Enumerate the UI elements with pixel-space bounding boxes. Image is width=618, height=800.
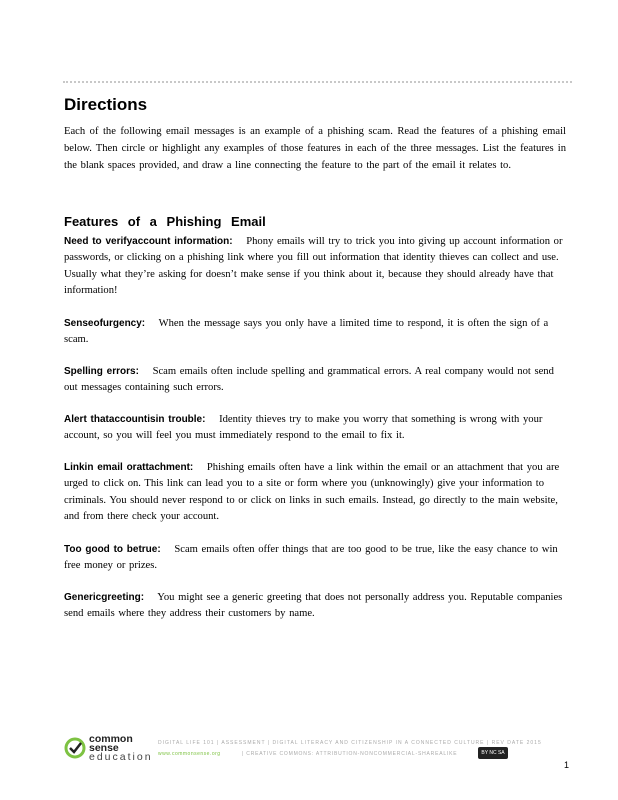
feature-label: Need to verifyaccount information: [64,236,233,247]
feature-label: Too good to betrue: [64,544,161,555]
feature-item-too-good [64,542,566,575]
feature-item-link [64,460,566,525]
checkmark-circle-icon [64,737,86,759]
feature-text: You might see a generic greeting that does not personally address you. Reputable companies send emails where they address their customers by name. [64,592,563,620]
feature-item-generic-greeting [64,590,566,623]
footer-license: | CREATIVE COMMONS: ATTRIBUTION-NONCOMMERCIAL-SHAREALIKE [242,751,458,757]
directions-text: Each of the following email messages is an example of a phishing scam. Read the features of a phishing email below. Then circle or highlight any examples of those features in each of the three messages. List the features in the blank spaces provided, and draw a line connecting the feature to the part of the email it relates to. [64,126,566,172]
directions-title: Directions [64,95,148,114]
feature-label: Alert thataccountisin trouble: [64,414,206,425]
feature-text: When the message says you only have a limited time to respond, it is often the sign of a scam. [64,318,549,346]
feature-text: Scam emails often include spelling and grammatical errors. A real company would not send out messages containing such errors. [64,366,554,394]
feature-text: Scam emails often offer things that are too good to be true, like the easy chance to win free money or prizes. [64,544,558,572]
feature-text: Identity thieves try to make you worry that something is wrong with your account, so you will feel you must immediately respond to the email to fix it. [64,414,543,442]
page-number: 1 [564,760,570,770]
features-title: Features of a Phishing Email [64,214,266,229]
logo-line-1: common [89,733,133,745]
footer-url-link[interactable]: www.commonsense.org [158,751,221,757]
common-sense-logo [64,733,153,767]
feature-label: Senseofurgency: [64,318,146,329]
top-dotted-rule [63,81,572,83]
logo-line-2: sense [89,742,119,754]
feature-item-alert [64,412,566,445]
feature-label: Spelling errors: [64,366,139,377]
creative-commons-badge: BY NC SA [478,747,508,759]
feature-text: Phishing emails often have a link within the email or an attachment that you are urged to click on. This link can lead you to a site or form where you (unknowingly) give your information to criminals. You should never respond to or click on links in such emails. Instead, go directly to the main website, and from there check your account. [64,462,560,522]
footer-course-info: DIGITAL LIFE 101 | ASSESSMENT | DIGITAL LITERACY AND CITIZENSHIP IN A CONNECTED CULTURE | REV DATE 2015 [158,740,542,746]
feature-item-urgency [64,316,566,349]
logo-wordmark [89,735,153,762]
feature-label: Linkin email orattachment: [64,462,194,473]
feature-item-verify-account [64,234,566,299]
logo-line-3: education [89,751,153,763]
feature-text: Phony emails will try to trick you into giving up account information or passwords, or clicking on a phishing link where you fill out information that identity thieves can collect and use. Usually what they’re asking for doesn’t make sense if you think about it, because they should already have that information! [64,236,563,296]
feature-item-spelling [64,364,566,397]
feature-label: Genericgreeting: [64,592,145,603]
